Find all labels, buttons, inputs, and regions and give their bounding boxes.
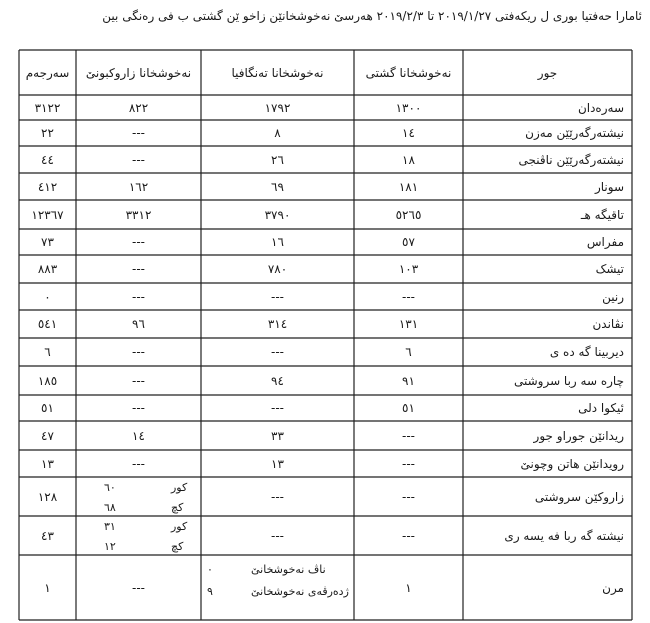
row-category: ریدانێن جوراو جور bbox=[533, 428, 624, 443]
row-category: مرن bbox=[602, 580, 624, 595]
header-total: سەرجەم bbox=[25, 65, 70, 80]
cell-general: ١٣١ bbox=[398, 317, 419, 331]
cell-total: ٤٧ bbox=[41, 428, 54, 443]
cell-general: ١٠٣ bbox=[398, 262, 419, 276]
cell-pediatric: ٣٣١٢ bbox=[125, 207, 152, 222]
cell-total: ٣١٢٢ bbox=[34, 100, 61, 115]
header-general: نەخوشخانا گشتی bbox=[365, 65, 452, 80]
cell-pediatric: ١٦٢ bbox=[128, 179, 149, 194]
cell-pediatric: ٨٢٢ bbox=[128, 100, 149, 115]
emergency-split-label: ژدەرڤەی نەخوشخانێ bbox=[251, 585, 349, 598]
cell-total: ٤٣ bbox=[41, 528, 54, 543]
cell-total: ٥١ bbox=[41, 401, 54, 415]
cell-pediatric: ١٤ bbox=[132, 428, 145, 443]
row-category: سونار bbox=[594, 179, 624, 194]
pediatric-split-value: ٦٠ bbox=[104, 481, 116, 494]
cell-total: ٥٤١ bbox=[37, 317, 58, 331]
cell-total: ١٢٣٦٧ bbox=[31, 207, 64, 222]
cell-emergency: --- bbox=[271, 489, 284, 504]
cell-total: ٤٤ bbox=[41, 152, 54, 167]
row-category: دیربینا گە دە ی bbox=[549, 345, 624, 359]
cell-general: ١٨ bbox=[402, 152, 415, 167]
row-category: رنین bbox=[602, 289, 624, 304]
cell-total: ١٢٨ bbox=[37, 489, 58, 504]
cell-pediatric: --- bbox=[132, 373, 145, 388]
pediatric-split-label: کور bbox=[171, 481, 188, 494]
cell-general: ١٨١ bbox=[398, 179, 419, 194]
cell-pediatric: --- bbox=[132, 580, 145, 595]
header-pediatric: نەخوشخانا زاروکبونێ bbox=[85, 65, 192, 80]
cell-emergency: ١٣ bbox=[271, 456, 284, 471]
cell-general: ١٤ bbox=[402, 126, 415, 140]
row-category: مفراس bbox=[586, 235, 624, 249]
cell-emergency: --- bbox=[271, 345, 284, 359]
cell-total: ٤١٢ bbox=[37, 179, 58, 194]
cell-pediatric: --- bbox=[132, 345, 145, 359]
row-category: تیشک bbox=[595, 262, 624, 276]
cell-emergency: ٣٧٩٠ bbox=[264, 207, 291, 222]
cell-total: ١٣ bbox=[41, 456, 54, 471]
cell-emergency: ٣١٤ bbox=[267, 317, 288, 331]
row-category: نیشتەرگەرێێن مەزن bbox=[525, 126, 624, 140]
cell-emergency: ٨ bbox=[274, 126, 281, 140]
cell-pediatric: --- bbox=[132, 235, 145, 249]
cell-pediatric: --- bbox=[132, 262, 145, 276]
cell-general: --- bbox=[402, 456, 415, 471]
cell-total: ٠ bbox=[44, 289, 51, 304]
cell-emergency: --- bbox=[271, 289, 284, 304]
emergency-split-value: ٩ bbox=[207, 585, 213, 598]
pediatric-split-value: ٦٨ bbox=[104, 500, 116, 514]
cell-emergency: --- bbox=[271, 401, 284, 415]
cell-pediatric: --- bbox=[132, 289, 145, 304]
cell-general: ٦ bbox=[405, 345, 412, 359]
cell-general: ٩١ bbox=[402, 373, 415, 388]
pediatric-split-value: ٣١ bbox=[104, 520, 116, 533]
pediatric-split-label: کچ bbox=[171, 539, 184, 553]
cell-total: ١ bbox=[44, 580, 51, 595]
pediatric-split-label: کچ bbox=[171, 500, 184, 514]
emergency-split-label: ناڤ نەخوشخانێ bbox=[251, 563, 326, 576]
emergency-split-value: ٠ bbox=[207, 563, 213, 576]
row-category: تاقیگە هـ bbox=[580, 207, 624, 222]
cell-total: ٨٨٣ bbox=[37, 262, 58, 276]
cell-total: ١٨٥ bbox=[37, 373, 58, 388]
cell-pediatric: --- bbox=[132, 456, 145, 471]
cell-emergency: ٩٤ bbox=[271, 373, 284, 388]
pediatric-split-value: ١٢ bbox=[104, 539, 116, 553]
cell-pediatric: ٩٦ bbox=[132, 317, 145, 331]
cell-general: --- bbox=[402, 489, 415, 504]
cell-emergency: --- bbox=[271, 528, 284, 543]
cell-general: ٥١ bbox=[402, 401, 415, 415]
cell-total: ٧٣ bbox=[41, 235, 54, 249]
cell-general: ٥٢٦٥ bbox=[395, 207, 422, 222]
cell-general: --- bbox=[402, 528, 415, 543]
cell-general: --- bbox=[402, 428, 415, 443]
cell-total: ٦ bbox=[44, 345, 51, 359]
row-category: نیشتەرگەرێێن ناڤنجی bbox=[518, 152, 624, 167]
header-emergency: نەخوشخانا تەنگافیا bbox=[231, 65, 324, 80]
cell-emergency: ٣٣ bbox=[271, 428, 284, 443]
cell-pediatric: --- bbox=[132, 126, 145, 140]
cell-pediatric: --- bbox=[132, 401, 145, 415]
cell-general: --- bbox=[402, 289, 415, 304]
cell-emergency: ٦٩ bbox=[271, 179, 284, 194]
row-category: ئیکوا دلی bbox=[578, 401, 624, 415]
row-category: چارە سە ربا سروشتی bbox=[513, 373, 624, 388]
cell-general: ٥٧ bbox=[402, 235, 415, 249]
header-category: جور bbox=[537, 65, 558, 80]
cell-emergency: ١٦ bbox=[271, 235, 284, 249]
pediatric-split-label: کور bbox=[171, 520, 188, 533]
cell-emergency: ٢٦ bbox=[271, 152, 284, 167]
cell-emergency: ٧٨٠ bbox=[267, 262, 288, 276]
cell-general: ١ bbox=[405, 580, 412, 595]
cell-general: ١٣٠٠ bbox=[395, 100, 422, 115]
cell-total: ٢٢ bbox=[41, 126, 54, 140]
cell-emergency: ١٧٩٢ bbox=[264, 100, 291, 115]
cell-pediatric: --- bbox=[132, 152, 145, 167]
row-category: نیشتە گە ربا فە یسە ری bbox=[504, 528, 624, 543]
page-title: ئامارا حەفتیا بوری ل ریکەفتی ۲۰۱۹/۱/۲۷ تا ۲۰۱۹/۲/۳ هەرسێ نەخوشخانێن زاخو ێن گشتی ب فی رەنگی بین bbox=[102, 9, 642, 23]
row-category: زاروکێن سروشتی bbox=[534, 489, 624, 504]
row-category: سەرەدان bbox=[577, 100, 624, 115]
row-category: رویدانێن هاتن وچونێ bbox=[520, 456, 624, 471]
row-category: نڤاندن bbox=[592, 317, 624, 331]
